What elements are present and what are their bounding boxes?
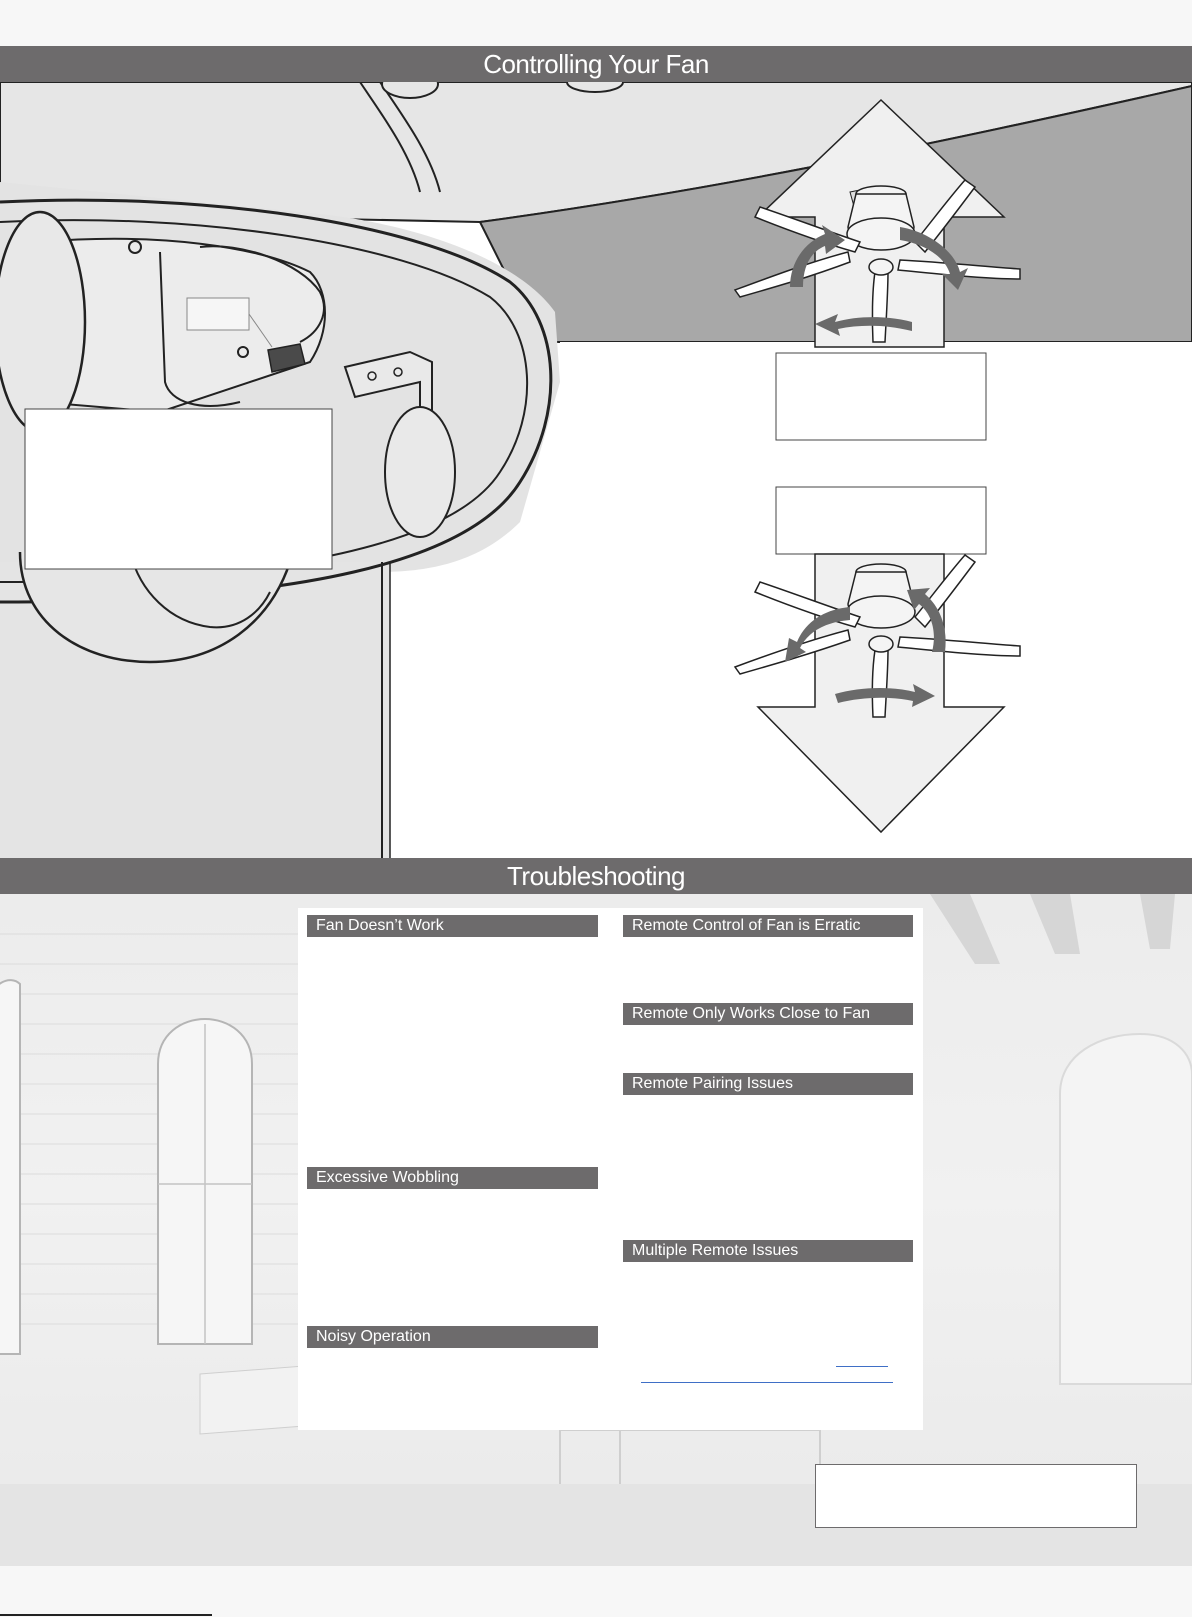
- link-underline[interactable]: [641, 1382, 893, 1383]
- section-title: Troubleshooting: [507, 860, 685, 891]
- page-bottom-margin: [0, 1566, 1192, 1617]
- heading-remote-erratic: Remote Control of Fan is Erratic: [623, 915, 913, 937]
- link-underline[interactable]: [836, 1366, 888, 1367]
- heading-fan-doesnt-work: Fan Doesn’t Work: [307, 915, 598, 937]
- heading-noisy-operation: Noisy Operation: [307, 1326, 598, 1348]
- controlling-your-fan-banner: [0, 46, 1192, 82]
- heading-remote-close: Remote Only Works Close to Fan: [623, 1003, 913, 1025]
- troubleshooting-banner: [0, 858, 1192, 894]
- troubleshooting-panel: [298, 908, 923, 1430]
- heading-remote-pairing: Remote Pairing Issues: [623, 1073, 913, 1095]
- control-illustration: [0, 82, 1192, 858]
- troubleshooting-section: [0, 894, 1192, 1566]
- heading-multiple-remote: Multiple Remote Issues: [623, 1240, 913, 1262]
- footer-callout-box: [815, 1464, 1137, 1528]
- heading-excessive-wobbling: Excessive Wobbling: [307, 1167, 598, 1189]
- bottom-rule: [0, 1614, 212, 1616]
- fan-housing-illustration: [0, 82, 1192, 858]
- section-title: Controlling Your Fan: [483, 48, 709, 79]
